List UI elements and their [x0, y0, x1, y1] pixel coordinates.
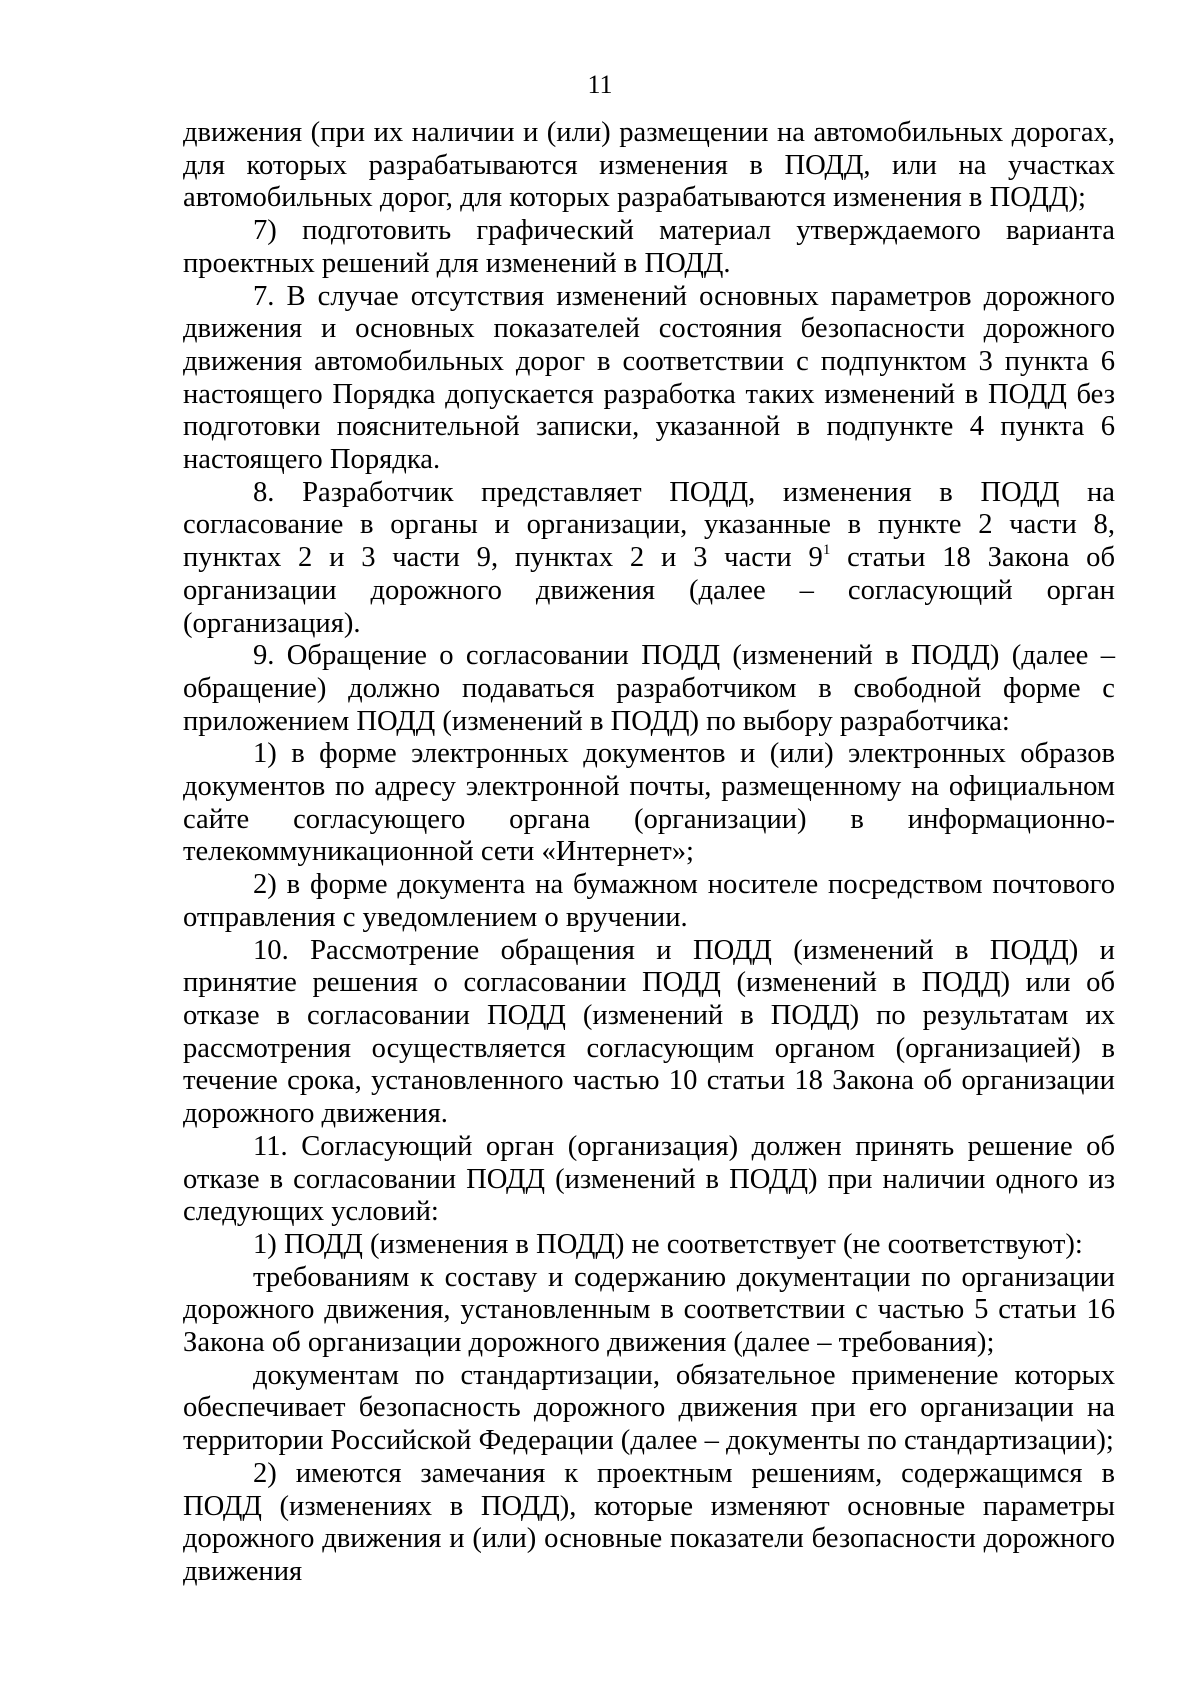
page-number: 11	[587, 70, 613, 99]
subitem-11-1: 1) ПОДД (изменения в ПОДД) не соответствует (не соответствуют):	[253, 1228, 1083, 1260]
item-11: 11. Согласующий орган (организация) должен принять решение об отказе в согласовании ПОДД (изменений в ПОДД) при наличии одного из следующих условий:	[183, 1130, 1115, 1228]
subitem-6-7: 7) подготовить графический материал утверждаемого варианта проектных решений для изменений в ПОДД.	[183, 215, 1115, 279]
document-body	[183, 117, 1115, 1589]
item-10: 10. Рассмотрение обращения и ПОДД (изменений в ПОДД) и принятие решения о согласовании ПОДД (изменений в ПОДД) или об отказе в согласовании ПОДД (изменений в ПОДД) по результатам их рассмотрения осуществляется согласующим органом (организацией) в течение срока, установленного частью 10 статьи 18 Закона об организации дорожного движения.	[183, 934, 1115, 1130]
item-8-superscript: 1	[822, 542, 831, 559]
item-9: 9. Обращение о согласовании ПОДД (изменений в ПОДД) (далее – обращение) должно подаваться разработчиком в свободной форме с приложением ПОДД (изменений в ПОДД) по выбору разработчика:	[183, 640, 1115, 737]
subitem-9-2: 2) в форме документа на бумажном носителе посредством почтового отправления с уведомлением о вручении.	[183, 869, 1115, 933]
paragraph-continuation: движения (при их наличии и (или) размещении на автомобильных дорогах, для которых разрабатываются изменения в ПОДД, или на участках автомобильных дорог, для которых разрабатываются изменения в ПОДД);	[183, 117, 1115, 214]
item-8-text-b: статьи 18 Закона об организации дорожного движения (далее – согласующий орган (организация).	[183, 542, 1115, 639]
item-8-text-a: 8. Разработчик представляет ПОДД, изменения в ПОДД на согласование в органы и организации, указанные в пункте 2 части 8, пунктах 2 и 3 части 9, пунктах 2 и 3 части 9	[183, 476, 1115, 574]
subitem-11-1-b: документам по стандартизации, обязательное применение которых обеспечивает безопасность дорожного движения при его организации на территории Российской Федерации (далее – документы по стандартизации);	[183, 1359, 1115, 1457]
item-7: 7. В случае отсутствия изменений основных параметров дорожного движения и основных показателей состояния безопасности дорожного движения автомобильных дорог в соответствии с подпунктом 3 пункта 6 настоящего Порядка допускается разработка таких изменений в ПОДД без подготовки пояснительной записки, указанной в подпункте 4 пункта 6 настоящего Порядка.	[183, 280, 1115, 476]
subitem-11-1-a: требованиям к составу и содержанию документации по организации дорожного движения, установленным в соответствии с частью 5 статьи 16 Закона об организации дорожного движения (далее – требования);	[183, 1261, 1115, 1359]
subitem-11-2: 2) имеются замечания к проектным решениям, содержащимся в ПОДД (изменениях в ПОДД), которые изменяют основные параметры дорожного движения и (или) основные показатели безопасности дорожного движения	[183, 1457, 1115, 1587]
item-8	[183, 477, 1115, 641]
subitem-9-1: 1) в форме электронных документов и (или) электронных образов документов по адресу электронной почты, размещенному на официальном сайте согласующего органа (организации) в информационно-телекоммуникационной сети «Интернет»;	[183, 738, 1115, 868]
